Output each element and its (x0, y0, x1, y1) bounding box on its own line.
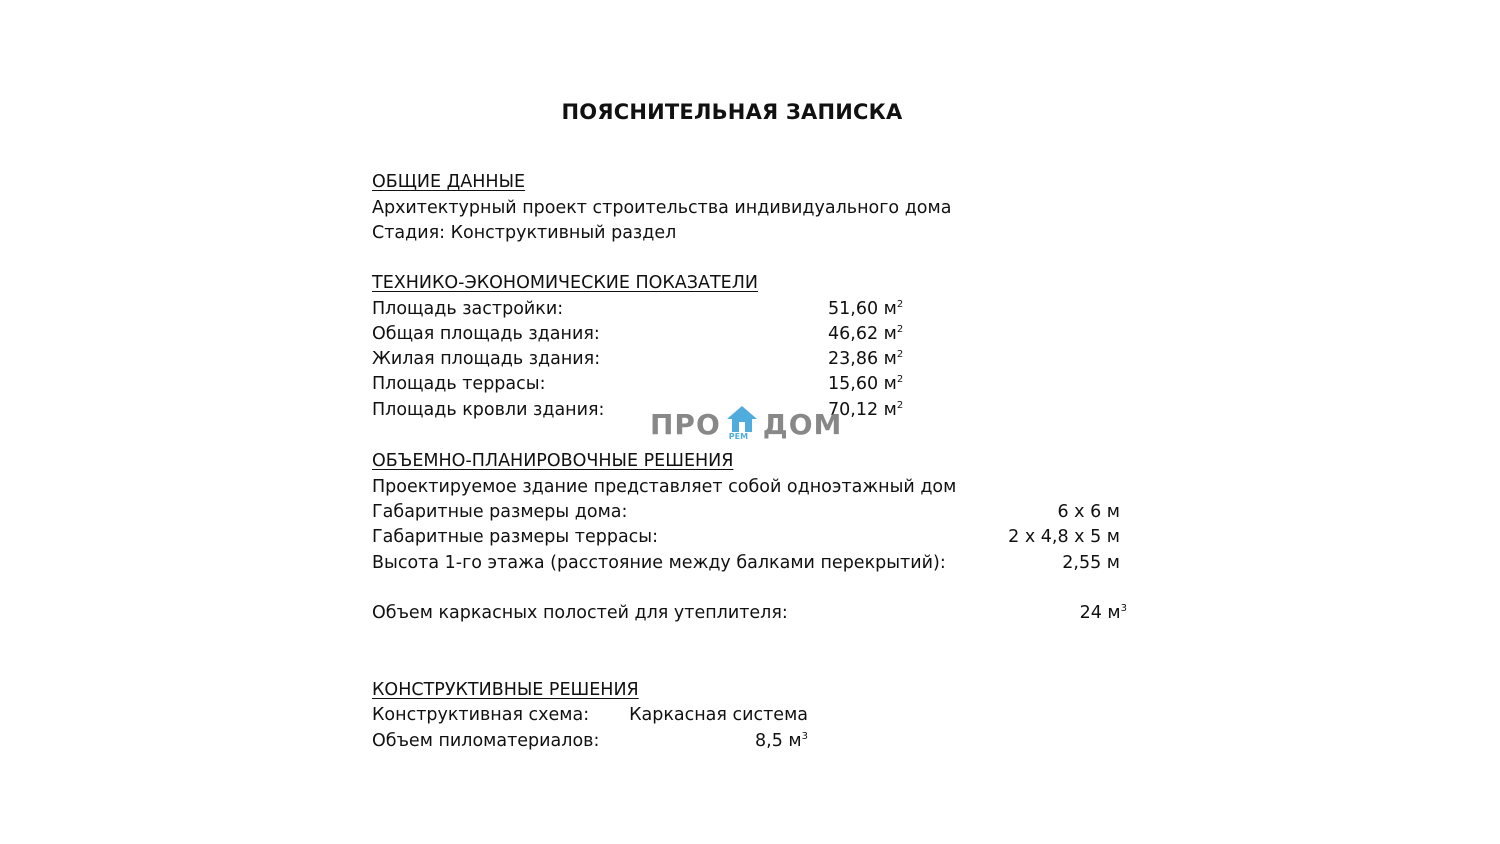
kr-value: 8,5 $м^3$ (755, 731, 808, 751)
kr-label: Конструктивная схема: (372, 705, 590, 725)
tep-label: Площадь террасы: (372, 374, 546, 394)
opr-label: Габаритные размеры террасы: (372, 527, 659, 547)
opr-intro: Проектируемое здание представляет собой одноэтажный дом (372, 477, 957, 497)
opr-value: 2,55 м (1062, 553, 1120, 573)
opr-value: 6 х 6 м (1057, 502, 1120, 522)
watermark-logo (650, 403, 850, 445)
page-title: ПОЯСНИТЕЛЬНАЯ ЗАПИСКА (561, 100, 903, 124)
watermark-text-left: ПРО (650, 407, 721, 441)
section-heading-general: ОБЩИЕ ДАННЫЕ (372, 172, 526, 192)
section-heading-tep: ТЕХНИКО-ЭКОНОМИЧЕСКИЕ ПОКАЗАТЕЛИ (372, 273, 758, 293)
opr-label: Габаритные размеры дома: (372, 502, 628, 522)
tep-value: 51,60 $м^2$ (828, 299, 904, 319)
opr-volume-value: 24 $м^3$ (1079, 603, 1127, 623)
tep-label: Общая площадь здания: (372, 324, 600, 344)
opr-value: 2 х 4,8 х 5 м (1008, 527, 1120, 547)
watermark-subtext: РЕМ (728, 432, 749, 441)
opr-volume-label: Объем каркасных полостей для утеплителя: (372, 603, 788, 623)
opr-label: Высота 1-го этажа (расстояние между балками перекрытий): (372, 553, 946, 573)
tep-label: Жилая площадь здания: (372, 349, 601, 369)
section-heading-kr: КОНСТРУКТИВНЫЕ РЕШЕНИЯ (372, 680, 639, 700)
tep-value: 15,60 $м^2$ (828, 374, 904, 394)
general-line-stage: Стадия: Конструктивный раздел (372, 223, 677, 243)
kr-value: Каркасная система (629, 705, 808, 725)
kr-label: Объем пиломатериалов: (372, 731, 600, 751)
section-heading-opr: ОБЪЕМНО-ПЛАНИРОВОЧНЫЕ РЕШЕНИЯ (372, 451, 734, 471)
tep-value: 23,86 $м^2$ (828, 349, 904, 369)
general-line-project: Архитектурный проект строительства индивидуального дома (372, 198, 952, 218)
watermark-text-right: ДОМ (762, 407, 843, 441)
tep-label: Площадь застройки: (372, 299, 564, 319)
tep-value: 70,12 $м^2$ (828, 400, 904, 420)
house-icon (725, 404, 759, 444)
tep-value: 46,62 $м^2$ (828, 324, 904, 344)
tep-label: Площадь кровли здания: (372, 400, 605, 420)
